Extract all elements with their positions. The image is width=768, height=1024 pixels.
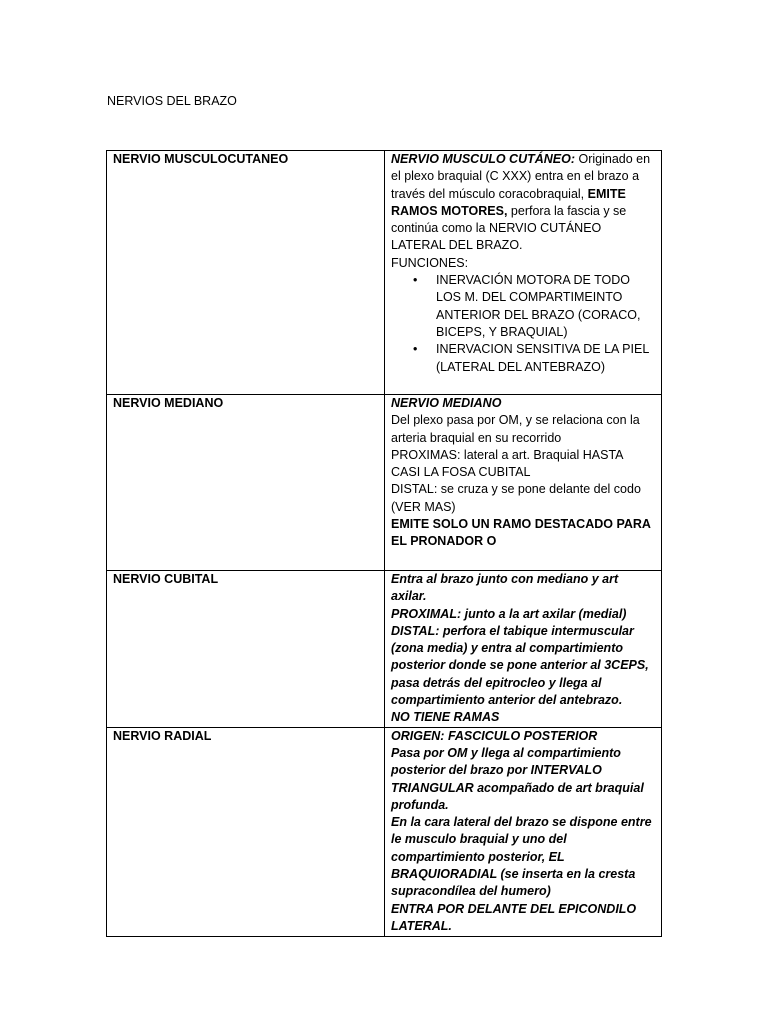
- description-heading: NERVIO MEDIANO: [391, 396, 502, 410]
- nerve-name: NERVIO MUSCULOCUTANEO: [113, 152, 289, 166]
- table-row: [107, 151, 662, 395]
- description-text: NO TIENE RAMAS: [391, 710, 500, 725]
- nerve-description-cell: [385, 571, 662, 728]
- bullet-icon: •: [413, 273, 418, 288]
- bullet-icon: •: [413, 342, 418, 357]
- nerve-name: NERVIO MEDIANO: [113, 396, 224, 410]
- description-text: En la cara lateral del brazo se dispone entre le musculo braquial y uno del compartimiento posterior, EL BRAQUIORADIAL (se inserta en la cresta supracondílea del humero): [391, 815, 652, 899]
- functions-label: FUNCIONES:: [391, 255, 469, 270]
- table-row: [107, 395, 662, 571]
- description-text: ENTRA POR DELANTE DEL EPICONDILO LATERAL.: [391, 901, 637, 933]
- nerve-name-cell: [107, 571, 385, 728]
- nerve-name: NERVIO RADIAL: [113, 728, 212, 743]
- nerve-name-cell: [107, 727, 385, 936]
- nerve-description-cell: [385, 151, 662, 395]
- description-bold-text: EMITE SOLO UN RAMO DESTACADO PARA EL PRONADOR O: [391, 517, 651, 549]
- description-heading: NERVIO MUSCULO CUTÁNEO:: [391, 152, 576, 166]
- description-text: Entra al brazo junto con mediano y art axilar.: [391, 572, 619, 604]
- list-item: [391, 341, 655, 376]
- nerve-description-cell: [385, 727, 662, 936]
- table-row: [107, 571, 662, 728]
- document-title: NERVIOS DEL BRAZO: [107, 94, 237, 108]
- list-item: [391, 272, 655, 341]
- description-text: PROXIMAS: lateral a art. Braquial HASTA CASI LA FOSA CUBITAL: [391, 447, 623, 480]
- table-row: [107, 727, 662, 936]
- list-item-text: INERVACION SENSITIVA DE LA PIEL (LATERAL DEL ANTEBRAZO): [436, 342, 649, 374]
- nerve-description-cell: [385, 395, 662, 571]
- description-text: PROXIMAL: junto a la art axilar (medial): [391, 606, 627, 621]
- nerve-name-cell: [107, 151, 385, 395]
- nerve-name-cell: [107, 395, 385, 571]
- description-text: DISTAL: se cruza y se pone delante del codo (VER MAS): [391, 482, 641, 514]
- description-bold-text: EMITE RAMOS MOTORES,: [391, 186, 626, 218]
- list-item-text: INERVACIÓN MOTORA DE TODO LOS M. DEL COMPARTIMEINTO ANTERIOR DEL BRAZO (CORACO, BICEPS, Y BRAQUIAL): [436, 273, 641, 339]
- functions-list: [391, 272, 655, 376]
- description-text: DISTAL: perfora el tabique intermuscular (zona media) y entra al compartimiento posterior donde se pone anterior al 3CEPS, pasa detrás del epitrocleo y llega al compartimiento anterior del antebrazo.: [391, 623, 649, 708]
- description-text: Del plexo pasa por OM, y se relaciona con la arteria braquial en su recorrido: [391, 413, 640, 445]
- description-text: perfora la fascia y se continúa como la NERVIO CUTÁNEO LATERAL DEL BRAZO.: [391, 203, 627, 253]
- description-text: Originado en el plexo braquial (C XXX) entra en el brazo a través del músculo coracobraquial,: [391, 152, 651, 201]
- description-text: ORIGEN: FASCICULO POSTERIOR: [391, 728, 598, 743]
- nerve-name: NERVIO CUBITAL: [113, 572, 219, 586]
- description-text: Pasa por OM y llega al compartimiento posterior del brazo por INTERVALO TRIANGULAR acompañado de art braquial profunda.: [391, 745, 644, 812]
- nerves-table: [106, 150, 662, 937]
